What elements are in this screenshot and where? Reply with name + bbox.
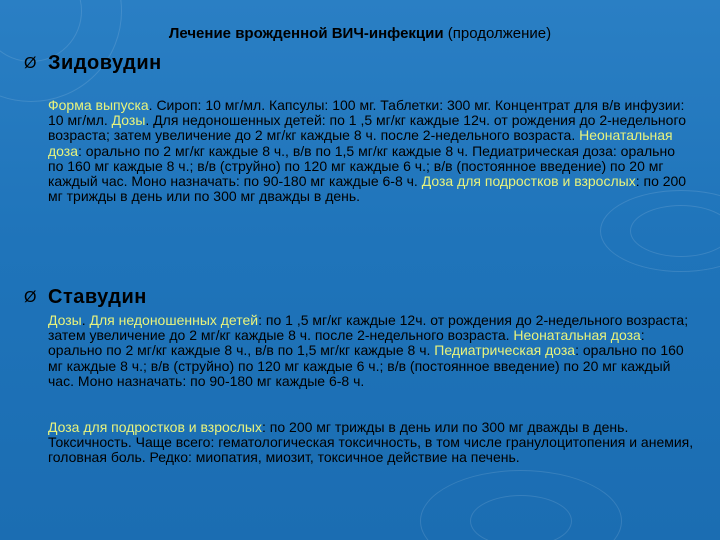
body-text: . bbox=[81, 312, 90, 328]
highlighted-term: Доза для подростков и взрослых bbox=[48, 419, 262, 435]
body-text: : по 1 ,5 мг/кг каждые 12ч. от рождения до 2-недельного возраста; затем увеличение до 2 мг/кг каждые 8 ч. после 2-недельного возраста. bbox=[48, 312, 689, 344]
stavudine-dosage-paragraph bbox=[48, 313, 700, 389]
highlighted-term: Неонатальная доза bbox=[48, 127, 673, 159]
drug-name-zidovudine: Зидовудин bbox=[48, 52, 162, 74]
body-text: : по 200 мг трижды в день или по 300 мг дважды в день. bbox=[48, 173, 687, 205]
title-bold: Лечение врожденной ВИЧ-инфекции bbox=[168, 25, 444, 42]
highlighted-term: Дозы bbox=[48, 312, 82, 328]
title-rest: (продолжение) bbox=[443, 25, 552, 42]
highlighted-term: Форма выпуска bbox=[48, 97, 149, 113]
arrow-bullet-icon: Ø bbox=[24, 288, 37, 306]
highlighted-term: Дозы bbox=[111, 112, 146, 129]
highlighted-term: Доза для подростков и взрослых bbox=[421, 173, 636, 190]
body-text: : орально по 160 мг каждые 8 ч.; в/в (струйно) по 120 мг каждые 6 ч.; в/в (постоянное введение) по 20 мг каждый час. Моно назначать: по 90-180 мг каждые 6-8 ч. bbox=[48, 342, 684, 389]
bullet-stavudine bbox=[24, 286, 147, 309]
bullet-zidovudine bbox=[24, 52, 162, 75]
body-text: : орально по 2 мг/кг каждые 8 ч., в/в по 1,5 мг/кг каждые 8 ч. bbox=[48, 327, 645, 359]
page-title bbox=[0, 25, 720, 42]
highlighted-term: Для недоношенных детей bbox=[89, 312, 259, 328]
body-text: . Для недоношенных детей: по 1 ,5 мг/кг каждые 12ч. от рождения до 2-недельного возраста; затем увеличение до 2 мг/кг каждые 8 ч. после 2-недельного возраста. bbox=[48, 112, 687, 144]
highlighted-term: Педиатрическая доза bbox=[434, 342, 576, 359]
drug-name-stavudine: Ставудин bbox=[48, 286, 147, 308]
stavudine-adult-toxicity-paragraph bbox=[48, 420, 700, 466]
body-text: : орально по 2 мг/кг каждые 8 ч., в/в по 1,5 мг/кг каждые 8 ч. Педиатрическая доза: орально по 160 мг каждые 8 ч.; в/в (струйно) по 120 мг каждые 6 ч.; в/в (постоянное введение) по 20 мг каждый час. Моно назначать: по 90-180 мг каждые 6-8 ч. bbox=[48, 142, 675, 190]
body-text: : по 200 мг трижды в день или по 300 мг дважды в день. Токсичность. Чаще всего: гематологическая токсичность, в том числе гранулоцитопения и анемия, головная боль. Редко: миопатия, миозит, токсичное действие на печень. bbox=[48, 419, 694, 466]
ripple-decoration bbox=[470, 495, 572, 540]
arrow-bullet-icon: Ø bbox=[24, 54, 37, 72]
highlighted-term: Неонатальная доза bbox=[513, 327, 641, 344]
zidovudine-description bbox=[48, 98, 688, 204]
body-text: . Сироп: 10 мг/мл. Капсулы: 100 мг. Таблетки: 300 мг. Концентрат для в/в инфузии: 10 мг/мл. bbox=[48, 97, 685, 129]
